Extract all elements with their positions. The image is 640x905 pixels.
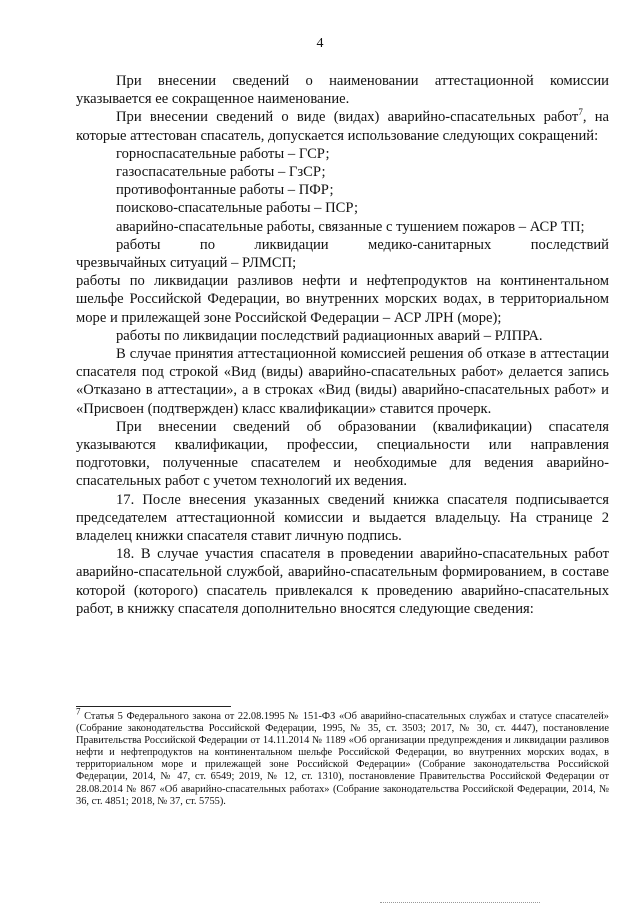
document-body: [76, 72, 609, 618]
list-item: поисково-спасательные работы – ПСР;: [116, 200, 359, 217]
paragraph-17: 17. После внесения указанных сведений книжка спасателя подписывается председателем аттестационной комиссии и выдается владельцу. На странице 2 владелец книжки спасателя ставит личную подпись.: [76, 491, 609, 545]
footnote-body: Статья 5 Федерального закона от 22.08.1995 № 151-ФЗ «Об аварийно-спасательных службах и статусе спасателей» (Собрание законодательства Российской Федерации, 1995, № 35, ст. 3503; 2017, № 30, ст. 4447), постановление Правительства Российской Федерации от 14.11.2014 № 1189 «Об организации предупреждения и ликвидации разливов нефти и нефтепродуктов на континентальном шельфе Российской Федерации, во внутренних морских водах, в территориальном море и прилежащей зоне Российской Федерации» (Собрание законодательства Российской Федерации, 2014, № 47, ст. 6549; 2019, № 12, ст. 1310), постановление Правительства Российской Федерации от 28.08.2014 № 867 «Об аварийно-спасательных работах» (Собрание законодательства Российской Федерации, 2014, № 36, ст. 4851; 2018, № 37, ст. 5755).: [76, 711, 609, 807]
paragraph-18: 18. В случае участия спасателя в проведении аварийно-спасательных работ аварийно-спасательной службой, аварийно-спасательным формированием, в составе которой (которого) спасатель привлекался к проведению аварийно-спасательных работ, в книжку спасателя дополнительно вносятся следующие сведения:: [76, 546, 609, 617]
footnote-marker: 7: [76, 706, 81, 717]
paragraph-work-types-text-cont: , на которые аттестован спасатель, допускается использование следующих сокращений:: [76, 109, 609, 144]
paragraph-abbreviated-name: При внесении сведений о наименовании аттестационной комиссии указывается ее сокращенное наименование.: [76, 73, 609, 108]
list-item: газоспасательные работы – ГзСР;: [116, 164, 326, 181]
scan-artifact: [380, 902, 540, 903]
footnote-separator: [76, 706, 231, 707]
list-item: работы по ликвидации разливов нефти и нефтепродуктов на континентальном шельфе Российской Федерации, во внутренних морских водах, в территориальном море и прилежащей зоне Российской Федерации – АСР ЛРН (море);: [76, 273, 609, 326]
list-item-continuation: чрезвычайных ситуаций – РЛМСП;: [76, 255, 297, 272]
footnote-reference: 7: [578, 107, 583, 118]
page-number: 4: [316, 36, 324, 51]
list-item: горноспасательные работы – ГСР;: [116, 145, 330, 162]
paragraph-education: При внесении сведений об образовании (квалификации) спасателя указываются квалификации, профессии, специальности или направления подготовки, полученные спасателем и необходимые для ведения аварийно-спасательных работ с учетом технологий их ведения.: [76, 418, 609, 490]
footnote-text: [76, 706, 609, 808]
list-item: аварийно-спасательные работы, связанные с тушением пожаров – АСР ТП;: [116, 218, 585, 235]
paragraph-work-types-text: При внесении сведений о виде (видах) аварийно-спасательных работ: [116, 109, 579, 126]
footnote: [76, 706, 609, 808]
list-item: работы по ликвидации последствий радиационных аварий – РЛПРА.: [116, 327, 543, 344]
list-item: противофонтанные работы – ПФР;: [116, 182, 334, 199]
paragraph-work-types: [76, 108, 609, 144]
paragraph-refusal: В случае принятия аттестационной комиссией решения об отказе в аттестации спасателя под строкой «Вид (виды) аварийно-спасательных работ» делается запись «Отказано в аттестации», а в строках «Вид (виды) аварийно-спасательных работ» и «Присвоен (подтвержден) класс квалификации» ставится прочерк.: [76, 346, 609, 417]
list-item: работы по ликвидации медико-санитарных последствий: [116, 236, 609, 253]
